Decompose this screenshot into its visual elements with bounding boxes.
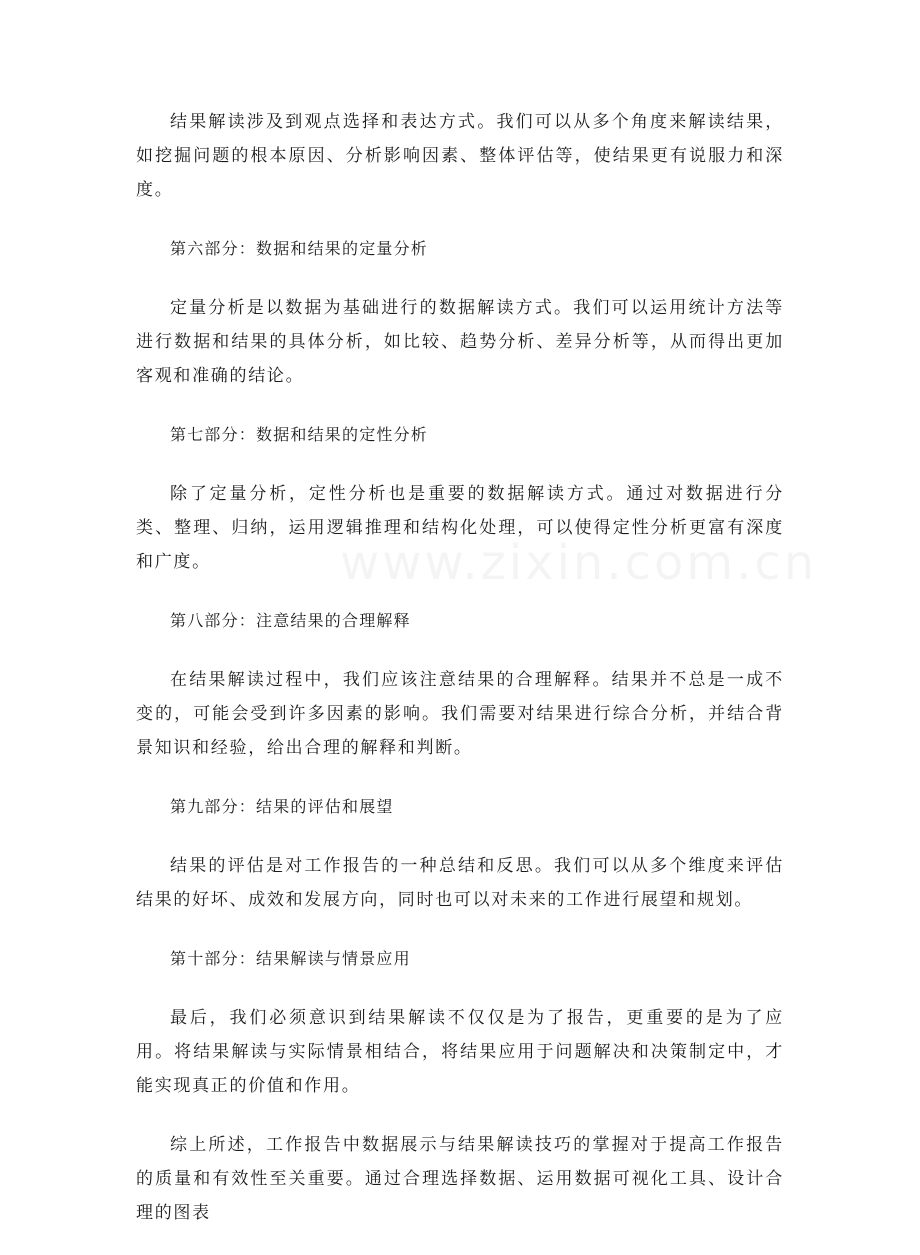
section-heading-6: 第六部分：数据和结果的定量分析: [170, 239, 429, 258]
paragraph-result-interpretation: 结果解读涉及到观点选择和表达方式。我们可以从多个角度来解读结果，如挖掘问题的根本原因、分析影响因素、整体评估等，使结果更有说服力和深度。: [136, 112, 784, 200]
document-body: [136, 105, 784, 1255]
paragraph-summary: 综上所述，工作报告中数据展示与结果解读技巧的掌握对于提高工作报告的质量和有效性至关重要。通过合理选择数据、运用数据可视化工具、设计合理的图表: [136, 1135, 784, 1223]
paragraph-reasonable-explanation: 在结果解读过程中，我们应该注意结果的合理解释。结果并不总是一成不变的，可能会受到许多因素的影响。我们需要对结果进行综合分析，并结合背景知识和经验，给出合理的解释和判断。: [136, 670, 784, 758]
paragraph-quantitative: 定量分析是以数据为基础进行的数据解读方式。我们可以运用统计方法等进行数据和结果的具体分析，如比较、趋势分析、差异分析等，从而得出更加客观和准确的结论。: [136, 298, 784, 386]
paragraph-qualitative: 除了定量分析，定性分析也是重要的数据解读方式。通过对数据进行分类、整理、归纳，运用逻辑推理和结构化处理，可以使得定性分析更富有深度和广度。: [136, 484, 784, 572]
section-heading-9: 第九部分：结果的评估和展望: [170, 797, 394, 816]
section-heading-7: 第七部分：数据和结果的定性分析: [170, 425, 429, 444]
section-heading-10: 第十部分：结果解读与情景应用: [170, 949, 411, 968]
paragraph-application: 最后，我们必须意识到结果解读不仅仅是为了报告，更重要的是为了应用。将结果解读与实际情景相结合，将结果应用于问题解决和决策制定中，才能实现真正的价值和作用。: [136, 1008, 784, 1096]
paragraph-evaluation: 结果的评估是对工作报告的一种总结和反思。我们可以从多个维度来评估结果的好坏、成效和发展方向，同时也可以对未来的工作进行展望和规划。: [136, 856, 784, 910]
section-heading-8: 第八部分：注意结果的合理解释: [170, 611, 411, 630]
